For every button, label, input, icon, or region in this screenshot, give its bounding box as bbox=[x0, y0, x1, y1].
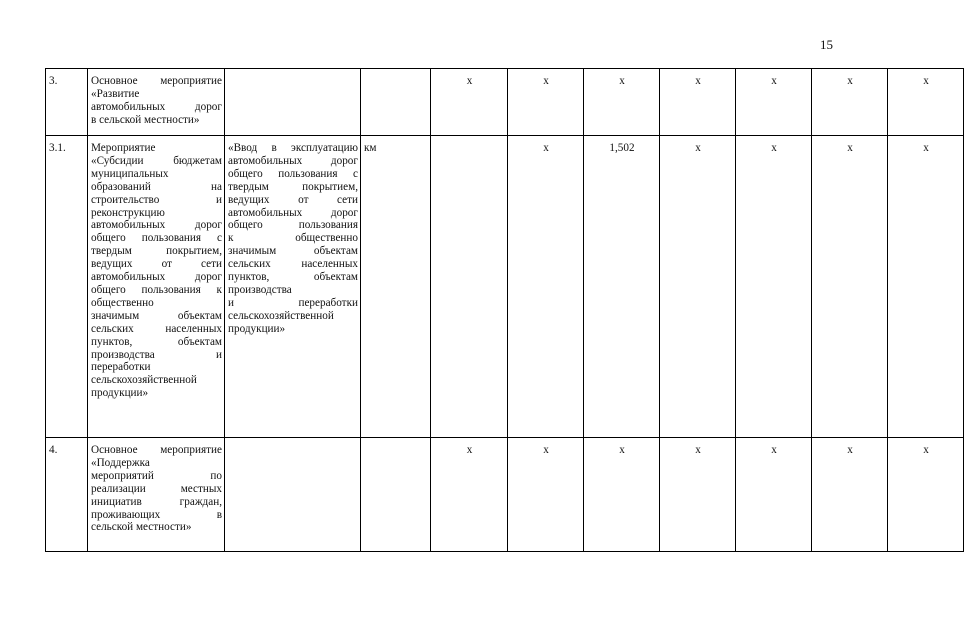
indicator-line: продукции» bbox=[228, 322, 286, 335]
value-cell: х bbox=[431, 438, 508, 552]
title-line: автомобильных дорог bbox=[91, 271, 222, 284]
row-number: 3.1. bbox=[46, 136, 88, 438]
indicator-line: производства bbox=[228, 283, 292, 296]
title-line: производства и bbox=[91, 348, 222, 361]
title-line: автомобильных дорог bbox=[91, 219, 222, 232]
title-line: инициатив граждан, bbox=[91, 495, 222, 508]
measures-table bbox=[45, 68, 964, 552]
title-line: автомобильных дорог bbox=[91, 100, 222, 113]
indicator-cell bbox=[225, 136, 361, 438]
value-cell: х bbox=[584, 438, 660, 552]
title-line: «Поддержка bbox=[91, 456, 150, 469]
title-line: сельских населенных bbox=[91, 322, 222, 335]
indicator-line: «Ввод в эксплуатацию bbox=[228, 142, 358, 154]
title-line: общего пользования к bbox=[91, 283, 222, 296]
title-line: «Субсидии бюджетам bbox=[91, 154, 222, 167]
value-cell: х bbox=[888, 136, 964, 438]
indicator-cell bbox=[225, 438, 361, 552]
indicator-line: твердым покрытием, bbox=[228, 180, 358, 193]
indicator-line: автомобильных дорог bbox=[228, 206, 358, 219]
title-line: Мероприятие bbox=[91, 142, 156, 154]
measure-title bbox=[88, 136, 225, 438]
title-line: мероприятий по bbox=[91, 469, 222, 482]
indicator-line: сельскохозяйственной bbox=[228, 309, 334, 322]
value-cell bbox=[431, 136, 508, 438]
value-cell: х bbox=[812, 438, 888, 552]
title-line: пунктов, объектам bbox=[91, 335, 222, 348]
value-cell: х bbox=[508, 136, 584, 438]
unit-cell bbox=[361, 69, 431, 136]
table-row bbox=[46, 136, 964, 438]
indicator-line: общего пользования с bbox=[228, 167, 358, 180]
indicator-line: пунктов, объектам bbox=[228, 271, 358, 284]
title-line: муниципальных bbox=[91, 167, 169, 180]
table-row bbox=[46, 69, 964, 136]
measure-title bbox=[88, 438, 225, 552]
value-cell: х bbox=[736, 136, 812, 438]
indicator-line: ведущих от сети bbox=[228, 193, 358, 206]
title-line: строительство и bbox=[91, 193, 222, 206]
title-line: сельской местности» bbox=[91, 521, 192, 534]
indicator-line: автомобильных дорог bbox=[228, 154, 358, 167]
title-line: продукции» bbox=[91, 387, 149, 400]
title-line: переработки bbox=[91, 361, 151, 374]
title-line: образований на bbox=[91, 180, 222, 193]
title-line: сельскохозяйственной bbox=[91, 374, 197, 387]
value-cell: х bbox=[888, 69, 964, 136]
title-line: проживающих в bbox=[91, 508, 222, 521]
unit-cell bbox=[361, 438, 431, 552]
title-line: Основное мероприятие bbox=[91, 444, 222, 456]
value-cell: х bbox=[888, 438, 964, 552]
indicator-line: к общественно bbox=[228, 232, 358, 245]
title-line: в сельской местности» bbox=[91, 113, 200, 126]
title-line: реализации местных bbox=[91, 482, 222, 495]
value-cell: х bbox=[508, 69, 584, 136]
title-line: «Развитие bbox=[91, 87, 140, 100]
title-line: значимым объектам bbox=[91, 309, 222, 322]
indicator-line: значимым объектам bbox=[228, 245, 358, 258]
indicator-line: сельских населенных bbox=[228, 258, 358, 271]
value-cell: х bbox=[584, 69, 660, 136]
title-line: Основное мероприятие bbox=[91, 75, 222, 87]
page-number: 15 bbox=[820, 37, 833, 52]
value-cell: х bbox=[660, 438, 736, 552]
table-row bbox=[46, 438, 964, 552]
title-line: общего пользования с bbox=[91, 232, 222, 245]
value-cell: х bbox=[660, 136, 736, 438]
measure-title bbox=[88, 69, 225, 136]
value-cell: х bbox=[812, 69, 888, 136]
value-cell: х bbox=[812, 136, 888, 438]
value-cell: 1,502 bbox=[584, 136, 660, 438]
indicator-line: и переработки bbox=[228, 296, 358, 309]
indicator-line: общего пользования bbox=[228, 219, 358, 232]
unit-cell: км bbox=[361, 136, 431, 438]
title-line: общественно bbox=[91, 296, 154, 309]
value-cell: х bbox=[736, 69, 812, 136]
value-cell: х bbox=[736, 438, 812, 552]
value-cell: х bbox=[431, 69, 508, 136]
title-line: твердым покрытием, bbox=[91, 245, 222, 258]
title-line: реконструкцию bbox=[91, 206, 165, 219]
row-number: 4. bbox=[46, 438, 88, 552]
value-cell: х bbox=[660, 69, 736, 136]
value-cell: х bbox=[508, 438, 584, 552]
indicator-cell bbox=[225, 69, 361, 136]
title-line: ведущих от сети bbox=[91, 258, 222, 271]
row-number: 3. bbox=[46, 69, 88, 136]
